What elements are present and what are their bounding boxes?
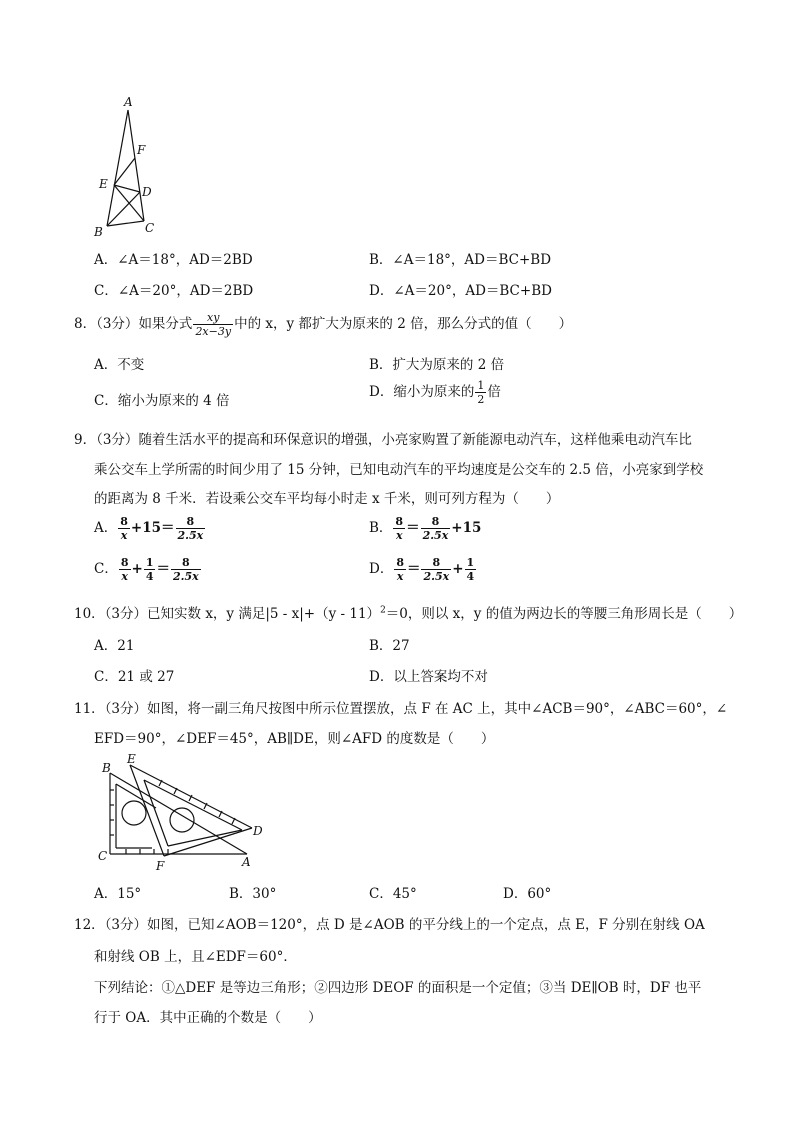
label-c: C xyxy=(145,221,155,235)
label-b: B xyxy=(102,761,111,775)
segment-ba xyxy=(110,773,247,854)
q9-stem-line1: 9．（3分）随着生活水平的提高和环保意识的增强，小亮家购置了新能源电动汽车，这样他乘电动汽车比 xyxy=(74,432,692,448)
label-e: E xyxy=(127,752,136,766)
segment-bc xyxy=(107,221,144,226)
label-a: A xyxy=(124,95,133,109)
segment-ed xyxy=(114,185,140,192)
triangle-figure-q7 xyxy=(88,92,168,240)
q11-option-a[interactable]: A．15° xyxy=(94,886,142,902)
q8-fraction: $\frac{xy}{2x-3y}$ xyxy=(195,311,232,338)
label-b: B xyxy=(94,225,103,239)
q9-stem-line3: 的距离为 8 千米．若设乘公交车平均每小时走 x 千米，则可列方程为（ ） xyxy=(94,491,560,507)
q9-stem-line2: 乘公交车上学所需的时间少用了 15 分钟，已知电动汽车的平均速度是公交车的 2.5 倍，小亮家到学校 xyxy=(94,462,704,478)
q9-option-b[interactable]: B． $\frac{8}{x}$ ＝ $\frac{8}{2.5x}$ +15 xyxy=(369,515,482,542)
q11-stem-line1: 11．（3分）如图，将一副三角尺按图中所示位置摆放，点 F 在 AC 上，其中∠ACB＝90°，∠ABC＝60°，∠ xyxy=(74,701,728,717)
label-d: D xyxy=(142,185,152,199)
q10-option-c[interactable]: C．21 或 27 xyxy=(94,669,175,685)
q10-option-d[interactable]: D．以上答案均不对 xyxy=(369,669,488,685)
q10-option-a[interactable]: A．21 xyxy=(94,638,135,654)
q8-option-c[interactable]: C．缩小为原来的 4 倍 xyxy=(94,393,230,409)
label-d: D xyxy=(253,824,263,838)
q11-option-d[interactable]: D．60° xyxy=(503,886,552,902)
q7-option-a[interactable]: A．∠A＝18°，AD＝2BD xyxy=(94,252,253,268)
q9-option-a[interactable]: A． $\frac{8}{x}$ +15＝ $\frac{8}{2.5x}$ xyxy=(94,515,204,542)
label-f: F xyxy=(156,859,165,873)
q10-stem: 10．（3分）已知实数 x，y 满足|5 - x|+（y - 11）$^2$＝0，则以 x，y 的值为两边长的等腰三角形周长是（ ） xyxy=(74,605,743,622)
q7-option-d[interactable]: D．∠A＝20°，AD＝BC+BD xyxy=(369,283,552,299)
q9-option-c[interactable]: C． $\frac{8}{x}$ + $\frac{1}{4}$ ＝ $\frac{8}{2.5x}$ xyxy=(94,556,199,583)
segment-ef xyxy=(130,765,164,856)
label-e: E xyxy=(99,177,108,191)
q12-stem-line2: 和射线 OB 上，且∠EDF＝60°． xyxy=(94,949,297,965)
segment-fd xyxy=(164,828,252,856)
q8-stem: 8．（3分）如果分式 $\frac{xy}{2x-3y}$ 中的 x，y 都扩大为原来的 2 倍，那么分式的值（ ） xyxy=(74,311,573,338)
q8-option-a[interactable]: A．不变 xyxy=(94,357,145,373)
segment-ab xyxy=(107,110,128,226)
label-a: A xyxy=(242,855,251,869)
label-f: F xyxy=(137,143,146,157)
q11-option-b[interactable]: B．30° xyxy=(229,886,277,902)
q12-stem-line3: 下列结论：①△DEF 是等边三角形；②四边形 DEOF 的面积是一个定值；③当 DE∥OB 时，DF 也平 xyxy=(94,980,702,996)
q8-option-b[interactable]: B．扩大为原来的 2 倍 xyxy=(369,357,505,373)
q11-stem-line2: EFD＝90°，∠DEF＝45°，AB∥DE，则∠AFD 的度数是（ ） xyxy=(94,731,495,747)
q10-option-b[interactable]: B．27 xyxy=(369,638,410,654)
q8-option-d[interactable]: D．缩小为原来的 $\frac{1}{2}$ 倍 xyxy=(369,379,501,406)
label-c: C xyxy=(98,849,108,863)
q12-stem-line1: 12．（3分）如图，已知∠AOB＝120°，点 D 是∠AOB 的平分线上的一个定点，点 E，F 分别在射线 OA xyxy=(74,917,705,933)
q7-option-c[interactable]: C．∠A＝20°，AD＝2BD xyxy=(94,283,254,299)
hole-left xyxy=(122,801,146,825)
q12-stem-line4: 行于 OA．其中正确的个数是（ ） xyxy=(94,1010,322,1026)
q11-option-c[interactable]: C．45° xyxy=(369,886,417,902)
q9-option-d[interactable]: D． $\frac{8}{x}$ ＝ $\frac{8}{2.5x}$ + $\frac{1}{4}$ xyxy=(369,556,475,583)
q7-option-b[interactable]: B．∠A＝18°，AD＝BC+BD xyxy=(369,252,552,268)
set-square-figure-q11 xyxy=(92,750,272,874)
